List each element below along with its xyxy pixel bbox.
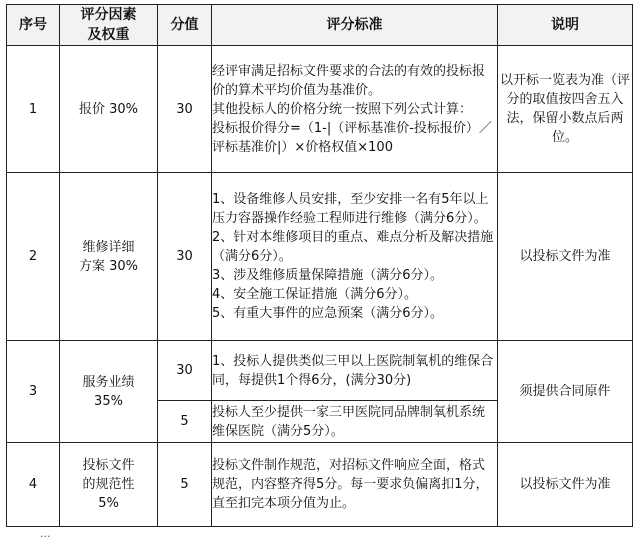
trailing-text: ... <box>40 527 51 540</box>
row-score: 30 <box>158 46 212 173</box>
row-standard: 1、设备维修人员安排，至少安排一名有5年以上压力容器操作经验工程师进行维修（满分6分）。 2、针对本维修项目的重点、难点分析及解决措施（满分6分）。 3、涉及维修质量保障措施（满分6分）。 4、安全施工保证措施（满分6分）。 5、有重大事件的应急预案（满分6分）。 <box>212 173 498 341</box>
row-factor: 投标文件 的规范性 5% <box>60 443 158 527</box>
header-standard: 评分标准 <box>212 5 498 46</box>
row-score: 5 <box>158 443 212 527</box>
header-note: 说明 <box>498 5 633 46</box>
header-no: 序号 <box>7 5 60 46</box>
row-score: 30 <box>158 341 212 401</box>
row-standard: 投标文件制作规范，对招标文件响应全面，格式规范，内容整齐得5分。每一要求负偏离扣1分，直至扣完本项分值为止。 <box>212 443 498 527</box>
row-factor: 报价 30% <box>60 46 158 173</box>
row-standard: 投标人至少提供一家三甲医院同品牌制氧机系统维保医院（满分5分）。 <box>212 401 498 443</box>
table-row <box>7 46 633 173</box>
row-no: 4 <box>7 443 60 527</box>
table-row <box>7 173 633 341</box>
header-score: 分值 <box>158 5 212 46</box>
table-row <box>7 443 633 527</box>
row-no: 3 <box>7 341 60 443</box>
table-row <box>7 341 633 401</box>
row-note: 以投标文件为准 <box>498 443 633 527</box>
row-factor: 维修详细 方案 30% <box>60 173 158 341</box>
row-score: 5 <box>158 401 212 443</box>
header-factor: 评分因素 及权重 <box>60 5 158 46</box>
row-score: 30 <box>158 173 212 341</box>
row-factor: 服务业绩 35% <box>60 341 158 443</box>
row-note: 须提供合同原件 <box>498 341 633 443</box>
scoring-table <box>6 4 633 527</box>
row-no: 1 <box>7 46 60 173</box>
row-standard: 1、投标人提供类似三甲以上医院制氧机的维保合同，每提供1个得6分，(满分30分) <box>212 341 498 401</box>
header-row <box>7 5 633 46</box>
row-standard: 经评审满足招标文件要求的合法的有效的投标报价的算术平均价值为基准价。 其他投标人的价格分统一按照下列公式计算： 投标报价得分=（1-|（评标基准价-投标报价）／评标基准价|）×价格权值×100 <box>212 46 498 173</box>
row-no: 2 <box>7 173 60 341</box>
row-note: 以投标文件为准 <box>498 173 633 341</box>
row-note: 以开标一览表为准（评分的取值按四舍五入法，保留小数点后两位。 <box>498 46 633 173</box>
